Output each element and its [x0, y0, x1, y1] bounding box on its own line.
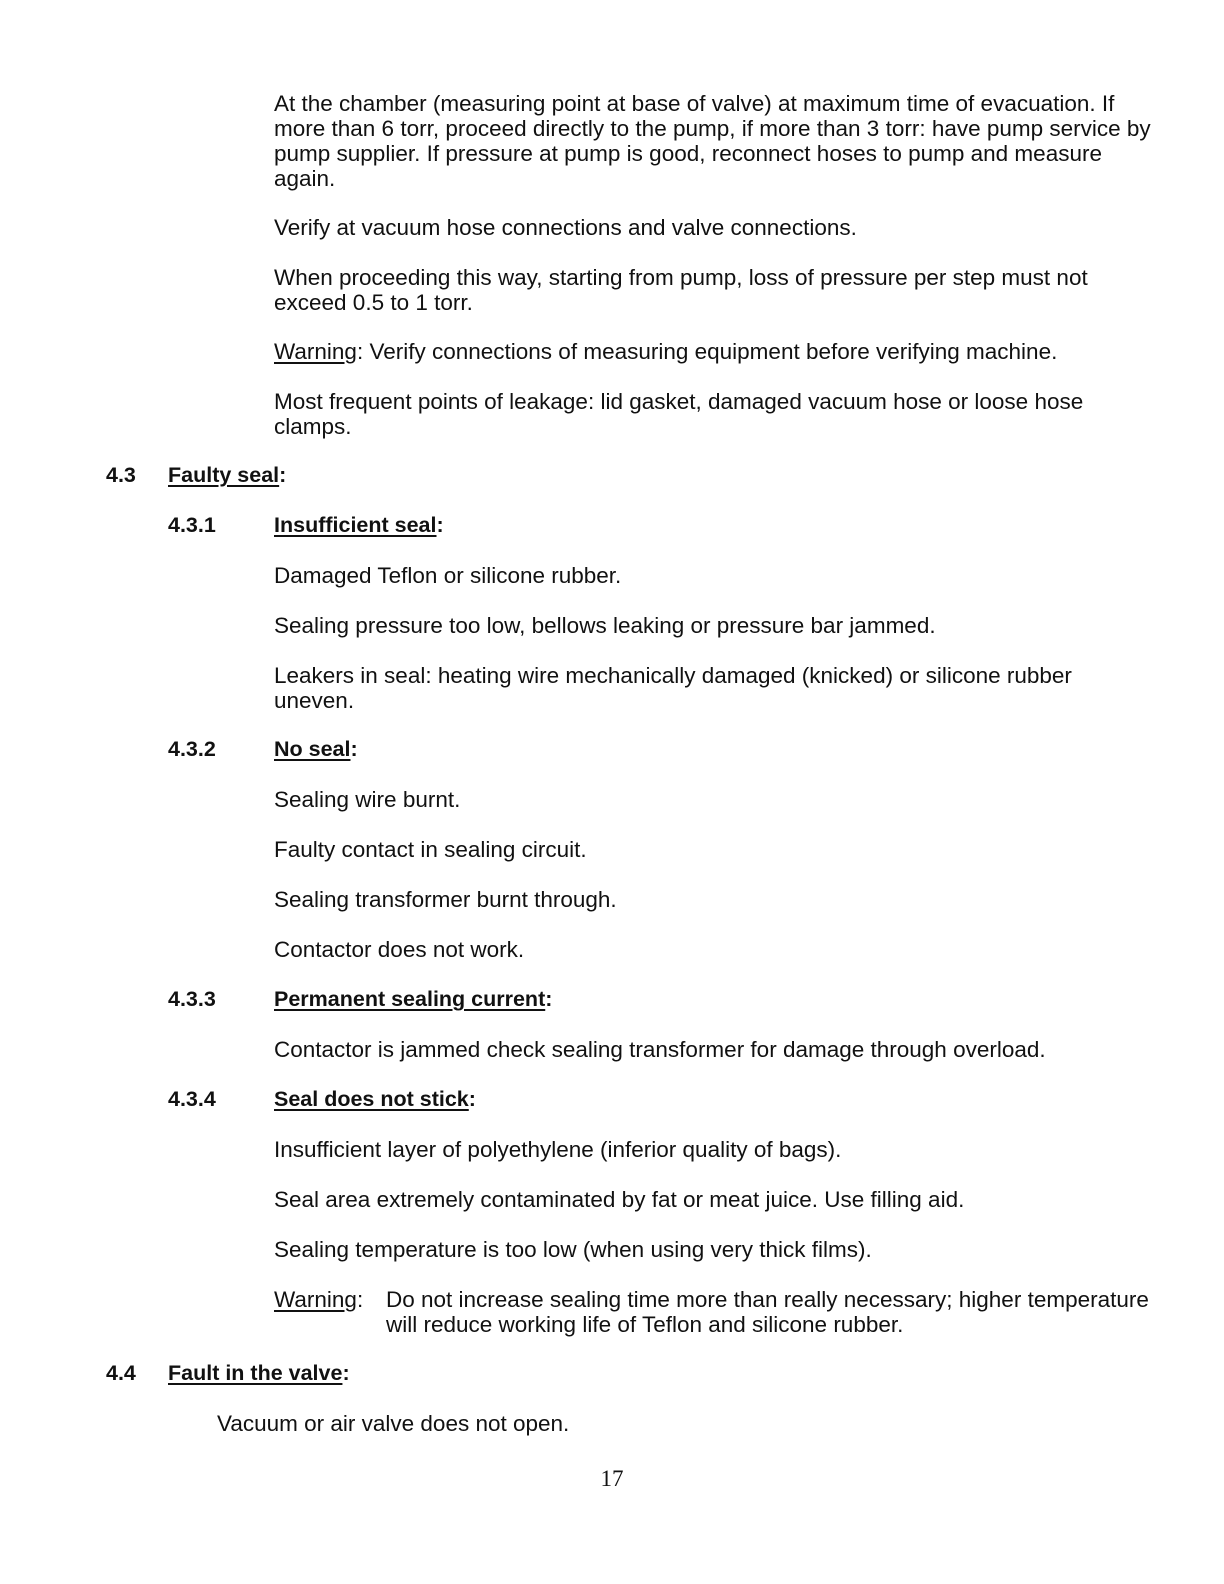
subsection-number: 4.3.2: [168, 737, 216, 761]
subsection-title: Seal does not stick:: [274, 1087, 476, 1111]
section-number: 4.4: [106, 1361, 136, 1385]
list-item: Sealing wire burnt.: [274, 787, 461, 812]
warning-paragraph: [274, 1287, 1154, 1339]
list-item: Faulty contact in sealing circuit.: [274, 837, 587, 862]
list-item: Damaged Teflon or silicone rubber.: [274, 563, 622, 588]
warning-text: Do not increase sealing time more than really necessary; higher temperature will reduce working life of Teflon and silicone rubber.: [386, 1287, 1149, 1337]
section-text: Vacuum or air valve does not open.: [217, 1411, 570, 1436]
subsection-title: Permanent sealing current:: [274, 987, 553, 1011]
subsection-title: Insufficient seal:: [274, 513, 444, 537]
section-title: Faulty seal:: [168, 463, 287, 487]
warning-label: Warning: [274, 339, 357, 364]
subsection-number: 4.3.1: [168, 513, 216, 537]
subsection-number: 4.3.3: [168, 987, 216, 1011]
list-item: Insufficient layer of polyethylene (inferior quality of bags).: [274, 1137, 842, 1162]
list-item: Sealing transformer burnt through.: [274, 887, 617, 912]
intro-paragraph: When proceeding this way, starting from pump, loss of pressure per step must not exceed 0.5 to 1 torr.: [274, 265, 1088, 315]
subsection-number: 4.3.4: [168, 1087, 216, 1111]
warning-text: : Verify connections of measuring equipment before verifying machine.: [356, 339, 1058, 364]
subsection-title: No seal:: [274, 737, 358, 761]
list-item: Contactor does not work.: [274, 937, 525, 962]
list-item: Contactor is jammed check sealing transformer for damage through overload.: [274, 1037, 1046, 1062]
section-title: Fault in the valve:: [168, 1361, 350, 1385]
intro-paragraph: At the chamber (measuring point at base of valve) at maximum time of evacuation. If more than 6 torr, proceed directly to the pump, if more than 3 torr: have pump service by pump supplier. If pressure at pump is good, reconnect hoses to pump and measure again.: [274, 91, 1151, 191]
list-item: Seal area extremely contaminated by fat or meat juice. Use filling aid.: [274, 1187, 965, 1212]
intro-paragraph: Verify at vacuum hose connections and valve connections.: [274, 215, 857, 240]
leakage-paragraph: Most frequent points of leakage: lid gasket, damaged vacuum hose or loose hose clamps.: [274, 389, 1084, 439]
warning-paragraph: [274, 339, 1154, 364]
list-item: Sealing temperature is too low (when using very thick films).: [274, 1237, 872, 1262]
warning-label: Warning:: [274, 1287, 364, 1312]
page-number: 17: [600, 1466, 624, 1491]
list-item: Leakers in seal: heating wire mechanically damaged (knicked) or silicone rubber uneven.: [274, 663, 1072, 713]
list-item: Sealing pressure too low, bellows leaking or pressure bar jammed.: [274, 613, 936, 638]
section-number: 4.3: [106, 463, 136, 487]
